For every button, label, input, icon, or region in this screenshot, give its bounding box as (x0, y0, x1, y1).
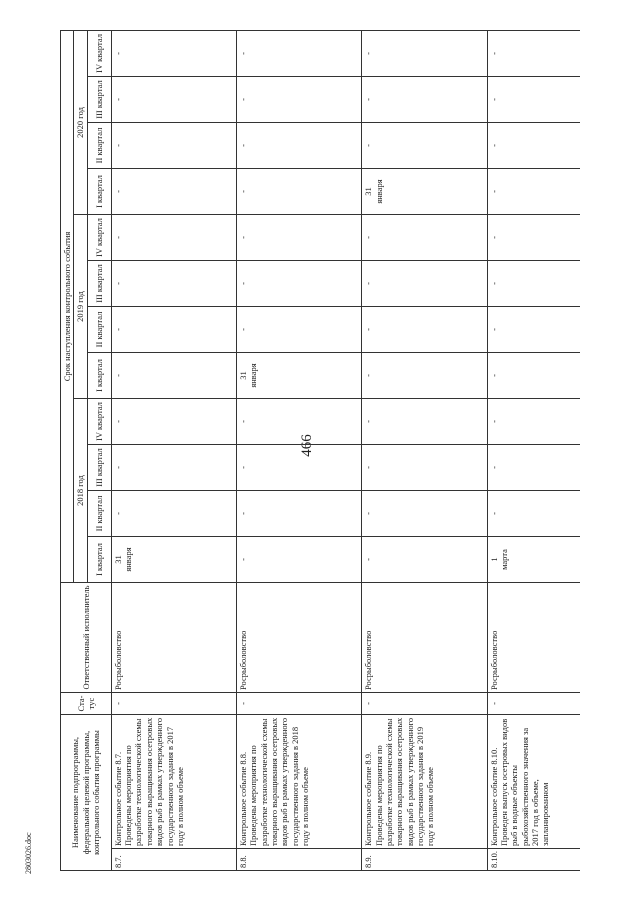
date-day: 31 (112, 555, 123, 564)
row-number: 8.10. (487, 849, 580, 871)
table-row (111, 30, 236, 870)
date-day: 31 (237, 371, 248, 380)
quarter-cell: - (111, 307, 236, 353)
quarter-cell: - (236, 77, 361, 123)
quarter-cell: - (487, 215, 580, 261)
responsible-cell: Росрыболовство (362, 583, 487, 693)
quarter-cell: - (362, 307, 487, 353)
event-name: Контрольное событие 8.8. Проведены мероприятия по разработке технологической схемы товарного выращивания осетровых видов рыб в рамках утвержденного государственного задания в 2018 году в полном объеме (236, 715, 361, 849)
quarter-cell: - (111, 261, 236, 307)
quarter-cell: - (487, 169, 580, 215)
rotated-table-container (60, 31, 580, 871)
header-name-column: Наименование подпрограммы, федеральной целевой программы, контрольного события программы (61, 715, 112, 871)
quarter-cell (236, 353, 361, 399)
quarter-cell (487, 537, 580, 583)
quarter-cell: - (111, 353, 236, 399)
header-quarter-2-3: IV квартал (87, 30, 111, 76)
quarter-cell: - (111, 169, 236, 215)
header-quarter-2-1: II квартал (87, 123, 111, 169)
quarter-cell: - (487, 307, 580, 353)
quarter-cell: - (487, 30, 580, 76)
header-quarter-2-0: I квартал (87, 169, 111, 215)
date-month: января (123, 547, 134, 572)
quarter-cell: - (487, 353, 580, 399)
date-month: марта (498, 549, 509, 570)
quarter-cell: - (362, 261, 487, 307)
quarter-cell: - (487, 491, 580, 537)
header-year-1: 2019 год (74, 215, 87, 399)
quarter-cell: - (487, 123, 580, 169)
quarter-cell: - (236, 537, 361, 583)
responsible-cell: Росрыболовство (487, 583, 580, 693)
quarter-cell: - (236, 30, 361, 76)
header-quarter-0-3: IV квартал (87, 399, 111, 445)
header-quarter-1-2: III квартал (87, 261, 111, 307)
date-month: января (248, 363, 259, 388)
table-body (111, 30, 580, 870)
event-name: Контрольное событие 8.10. Проведен выпуск осетровых видов рыб в водные объекты рыбохозяйственного значения за 2017 год в объеме, запланированном (487, 715, 580, 849)
header-quarter-0-0: I квартал (87, 537, 111, 583)
header-status-column: Ста-тус (61, 693, 112, 715)
status-cell: - (236, 693, 361, 715)
header-quarter-2-2: III квартал (87, 77, 111, 123)
quarter-cell (111, 537, 236, 583)
responsible-cell: Росрыболовство (236, 583, 361, 693)
status-cell: - (362, 693, 487, 715)
quarter-cell: - (111, 77, 236, 123)
quarter-cell: - (236, 261, 361, 307)
quarter-cell: - (236, 169, 361, 215)
document-code: 2803026.doc (24, 832, 33, 874)
quarter-cell: - (362, 215, 487, 261)
quarter-cell: - (487, 77, 580, 123)
header-quarter-0-1: II квартал (87, 491, 111, 537)
quarter-cell: - (487, 399, 580, 445)
table-header (61, 30, 112, 870)
header-quarter-1-1: II квартал (87, 307, 111, 353)
status-cell: - (487, 693, 580, 715)
control-events-table (60, 30, 580, 871)
quarter-cell: - (111, 399, 236, 445)
table-row (236, 30, 361, 870)
quarter-cell: - (111, 491, 236, 537)
header-year-2: 2020 год (74, 30, 87, 214)
date-day: 31 (363, 187, 374, 196)
quarter-cell: - (362, 77, 487, 123)
quarter-cell: - (362, 399, 487, 445)
quarter-cell: - (362, 491, 487, 537)
quarter-cell: - (111, 445, 236, 491)
event-name: Контрольное событие 8.9. Проведены мероприятия по разработке технологической схемы товарного выращивания осетровых видов рыб в рамках утвержденного государственного задания в 2019 году в полном объеме (362, 715, 487, 849)
quarter-cell: - (487, 261, 580, 307)
page-number: 466 (298, 434, 315, 457)
quarter-cell: - (362, 537, 487, 583)
row-number: 8.7. (111, 849, 236, 871)
quarter-cell: - (487, 445, 580, 491)
header-quarter-0-2: III квартал (87, 445, 111, 491)
header-quarter-1-0: I квартал (87, 353, 111, 399)
date-day: 1 (488, 557, 499, 562)
table-row (487, 30, 580, 870)
quarter-cell: - (236, 445, 361, 491)
quarter-cell: - (111, 30, 236, 76)
quarter-cell: - (362, 123, 487, 169)
quarter-cell: - (236, 491, 361, 537)
quarter-cell: - (236, 123, 361, 169)
quarter-cell: - (362, 353, 487, 399)
event-name: Контрольное событие 8.7. Проведены мероприятия по разработке технологической схемы товарного выращивания осетровых видов рыб в рамках утвержденного государственного задания в 2017 году в полном объеме (111, 715, 236, 849)
quarter-cell: - (236, 307, 361, 353)
row-number: 8.8. (236, 849, 361, 871)
quarter-cell (362, 169, 487, 215)
date-month: января (373, 179, 384, 204)
header-responsible-column: Ответственный исполнитель (61, 583, 112, 693)
header-deadline: Срок наступления контрольного события (61, 30, 74, 582)
quarter-cell: - (362, 445, 487, 491)
table-row (362, 30, 487, 870)
quarter-cell: - (362, 30, 487, 76)
status-cell: - (111, 693, 236, 715)
quarter-cell: - (111, 215, 236, 261)
quarter-cell: - (236, 215, 361, 261)
header-quarter-1-3: IV квартал (87, 215, 111, 261)
row-number: 8.9. (362, 849, 487, 871)
quarter-cell: - (236, 399, 361, 445)
quarter-cell: - (111, 123, 236, 169)
responsible-cell: Росрыболовство (111, 583, 236, 693)
header-year-0: 2018 год (74, 399, 87, 583)
